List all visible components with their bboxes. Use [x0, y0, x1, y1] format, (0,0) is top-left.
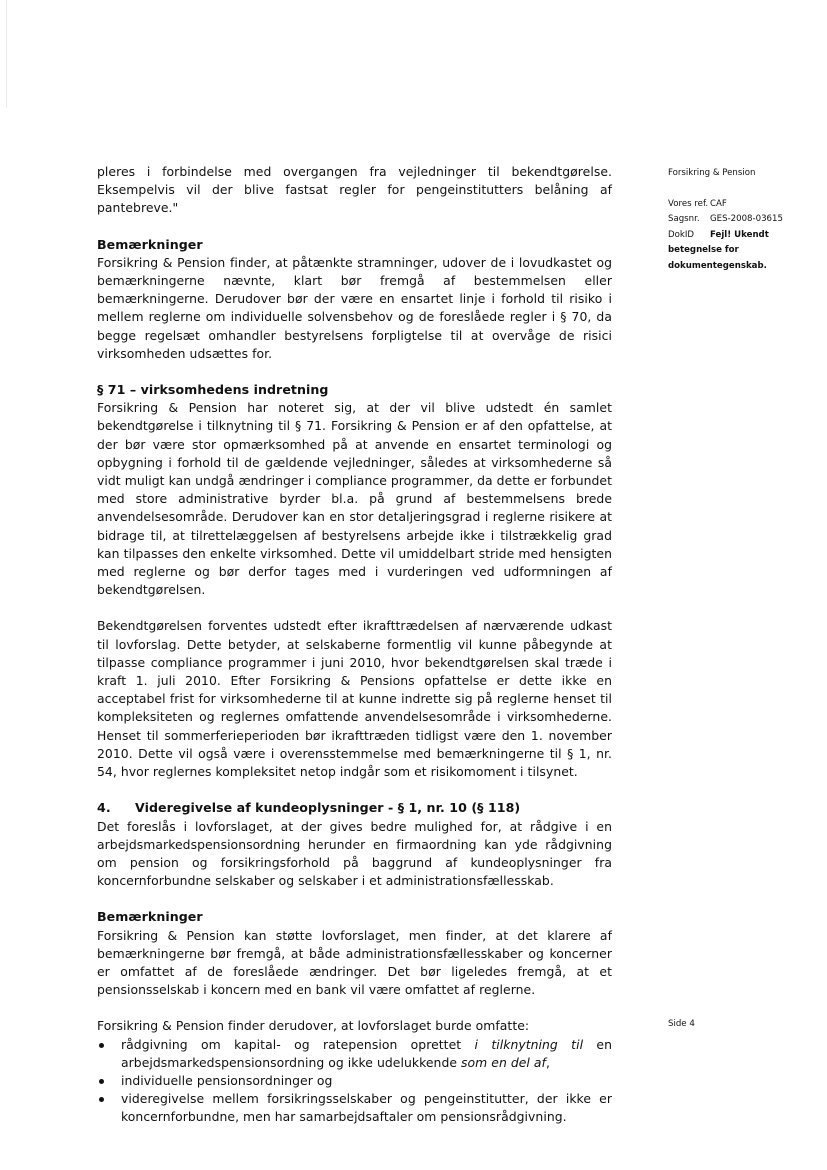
meta-row-case — [668, 212, 818, 228]
main-body — [97, 163, 612, 1127]
bullet-1-text-c: , — [545, 1054, 550, 1070]
section-4-heading — [97, 799, 612, 817]
bullet-1-text-b: en arbejdsmarkedspensionsordning og ikke udelukkende — [121, 1036, 612, 1070]
section-71-paragraph-1: Forsikring & Pension har noteret sig, at der vil blive udstedt én samlet bekendtgørelse i tilknytning til § 71. Forsikring & Pension er af den opfattelse, at der bør være stor opmærksomhed på at anvende en ensartet terminologi og opbygning i forhold til de gældende vejledninger, således at virksomhederne så vidt muligt kan undgå ændringer i compliance programmer, da dette er forbundet med store administrative byrder bl.a. på grund af bestemmelsens brede anvendelsesområde. Derudover kan en stor detaljeringsgrad i reglerne risikere at bidrage til, at tilrettelæggelsen af bestyrelsens arbejde ikke i tilstrækkelig grad kan tilpasses den enkelte virksomhed. Dette vil umiddelbart stride med hensigten med reglerne og bør derfor tages med i vurderingen ved udformningen af bekendtgørelsen. — [97, 400, 612, 598]
dokid-error-continuation: betegnelse for dokumentegenskab. — [668, 245, 767, 271]
case-label: Sagsnr. — [668, 214, 700, 224]
bullet-list — [97, 1036, 612, 1127]
bullet-1-italic-1: i tilknytning til — [474, 1036, 584, 1052]
remarks-heading-2: Bemærkninger — [97, 909, 203, 925]
meta-row-dokid — [668, 228, 818, 244]
section-4-title: Videregivelse af kundeoplysninger - § 1, nr. 10 (§ 118) — [135, 800, 521, 816]
section-71-heading: § 71 – virksomhedens indretning — [97, 382, 329, 398]
case-value: GES-2008-03615 — [710, 214, 783, 224]
intro-paragraph: pleres i forbindelse med overgangen fra vejledninger til bekendtgørelse. Eksempelvis vil der blive fastsat regler for pengeinstitutters belåning af pantebreve." — [97, 164, 612, 216]
page-number: Side 4 — [668, 1019, 695, 1029]
remarks-heading-1: Bemærkninger — [97, 236, 203, 252]
document-meta-sidebar — [668, 166, 818, 274]
bullet-1-text-a: rådgivning om kapital- og ratepension oprettet — [121, 1036, 475, 1052]
ref-value: CAF — [710, 198, 727, 209]
remarks-paragraph-2: Forsikring & Pension kan støtte lovforslaget, men finder, at det klarere af bemærkningerne bør fremgå, at både administrationsfællesskaber og koncerner er omfattet af de foreslåede ændringer. Det bør ligeledes fremgå, at et pensionsselskab i koncern med en bank vil være omfattet af reglerne. — [97, 927, 612, 998]
list-item — [97, 1036, 612, 1072]
list-intro: Forsikring & Pension finder derudover, at lovforslaget burde omfatte: — [97, 1018, 530, 1034]
ref-label: Vores ref. — [668, 198, 709, 209]
bullet-1-italic-2: som en del af — [461, 1054, 546, 1070]
list-item: videregivelse mellem forsikringsselskaber og pengeinstitutter, der ikke er koncernforbundne, men har samarbejdsaftaler om pensionsrådgivning. — [97, 1090, 612, 1126]
dokid-value: Fejl! Ukendt — [710, 229, 769, 240]
meta-row-ref — [668, 197, 818, 213]
sender-company: Forsikring & Pension — [668, 168, 756, 178]
list-item: individuelle pensionsordninger og — [97, 1072, 612, 1090]
dokid-label: DokID — [668, 229, 695, 240]
section-4-paragraph: Det foreslås i lovforslaget, at der gives bedre mulighed for, at rådgive i en arbejdsmarkedspensionsordning herunder en firmaordning kan yde rådgivning om pension og forsikringsforhold på baggrund af kundeoplysninger fra koncernforbundne selskaber og selskaber i et administrationsfællesskab. — [97, 818, 612, 889]
remarks-paragraph-1: Forsikring & Pension finder, at påtænkte stramninger, udover de i lovudkastet og bemærkningerne nævnte, klart bør fremgå af bestemmelsen eller bemærkningerne. Derudover bør der være en ensartet linje i forhold til risiko i mellem reglerne om individuelle solvensbehov og de foreslåede regler i § 70, da begge regelsæt omhandler bestyrelsens forpligtelse til at overvåge de risici virksomheden udsættes for. — [97, 254, 612, 361]
scan-edge-line — [6, 0, 7, 108]
section-4-number: 4. — [97, 800, 111, 816]
section-71-paragraph-2: Bekendtgørelsen forventes udstedt efter ikrafttrædelsen af nærværende udkast til lovforslag. Dette betyder, at selskaberne formentlig vil kunne påbegynde at tilpasse compliance programmer i juni 2010, hvor bekendtgørelsen skal træde i kraft 1. juli 2010. Efter Forsikring & Pensions opfattelse er dette ikke en acceptabel frist for virksomhederne til at kunne indrette sig på reglerne henset til kompleksiteten og reglernes omfattende anvendelsesområde i virksomhederne. Henset til sommerferieperioden bør ikrafttræden tidligst være den 1. november 2010. Dette vil også være i overensstemmelse med bemærkningerne til § 1, nr. 54, hvor reglernes kompleksitet netop indgår som et risikomoment i tilsynet. — [97, 618, 612, 780]
